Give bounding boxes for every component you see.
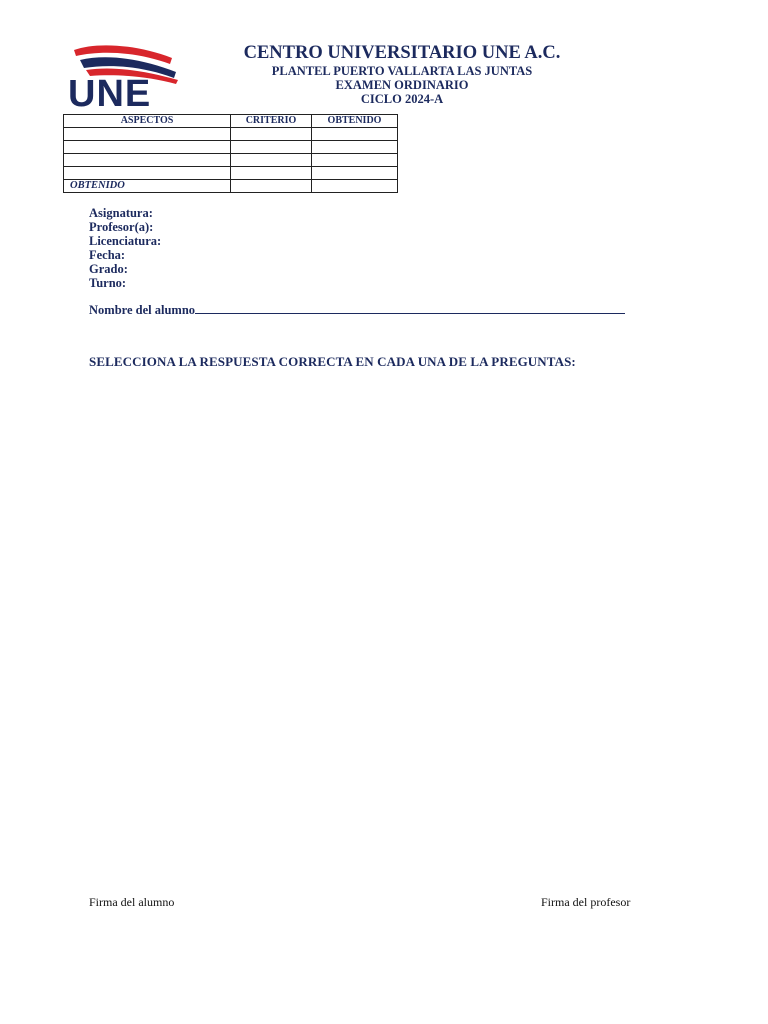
table-cell[interactable] xyxy=(64,154,231,167)
table-row xyxy=(64,128,398,141)
instructions-heading: SELECCIONA LA RESPUESTA CORRECTA EN CADA UNA DE LA PREGUNTAS: xyxy=(89,354,576,369)
table-cell[interactable] xyxy=(231,154,312,167)
table-cell[interactable] xyxy=(64,141,231,154)
total-label: OBTENIDO xyxy=(64,180,231,193)
table-cell[interactable] xyxy=(231,167,312,180)
column-header-aspects: ASPECTOS xyxy=(64,115,231,128)
table-cell[interactable] xyxy=(312,180,398,193)
student-signature-label: Firma del alumno xyxy=(89,895,175,909)
column-header-obtained: OBTENIDO xyxy=(312,115,398,128)
field-teacher: Profesor(a): xyxy=(89,220,154,234)
student-name-row xyxy=(89,303,625,318)
exam-info-fields xyxy=(89,206,161,290)
institution-title: CENTRO UNIVERSITARIO UNE A.C. xyxy=(243,43,561,63)
exam-type: EXAMEN ORDINARIO xyxy=(335,78,469,92)
table-cell[interactable] xyxy=(312,141,398,154)
field-date: Fecha: xyxy=(89,248,126,262)
table-row xyxy=(64,167,398,180)
une-logo xyxy=(66,42,182,108)
field-grade: Grado: xyxy=(89,262,128,276)
table-row xyxy=(64,141,398,154)
table-row xyxy=(64,154,398,167)
table-total-row xyxy=(64,180,398,193)
table-cell[interactable] xyxy=(64,128,231,141)
campus-name: PLANTEL PUERTO VALLARTA LAS JUNTAS xyxy=(271,64,533,78)
table-cell[interactable] xyxy=(312,167,398,180)
table-cell[interactable] xyxy=(312,154,398,167)
table-cell[interactable] xyxy=(312,128,398,141)
table-cell[interactable] xyxy=(231,128,312,141)
field-shift: Turno: xyxy=(89,276,127,290)
school-cycle: CICLO 2024-A xyxy=(360,92,444,106)
table-cell[interactable] xyxy=(64,167,231,180)
field-degree: Licenciatura: xyxy=(89,234,162,248)
grading-table xyxy=(63,114,398,193)
table-cell[interactable] xyxy=(231,141,312,154)
teacher-signature-label: Firma del profesor xyxy=(541,895,631,909)
column-header-criteria: CRITERIO xyxy=(231,115,312,128)
table-cell[interactable] xyxy=(231,180,312,193)
svg-text:UNE: UNE xyxy=(68,73,152,108)
student-name-line[interactable] xyxy=(195,303,625,314)
field-subject: Asignatura: xyxy=(89,206,153,220)
document-header xyxy=(200,42,604,106)
table-header-row xyxy=(64,115,398,128)
student-name-label: Nombre del alumno xyxy=(89,303,196,317)
